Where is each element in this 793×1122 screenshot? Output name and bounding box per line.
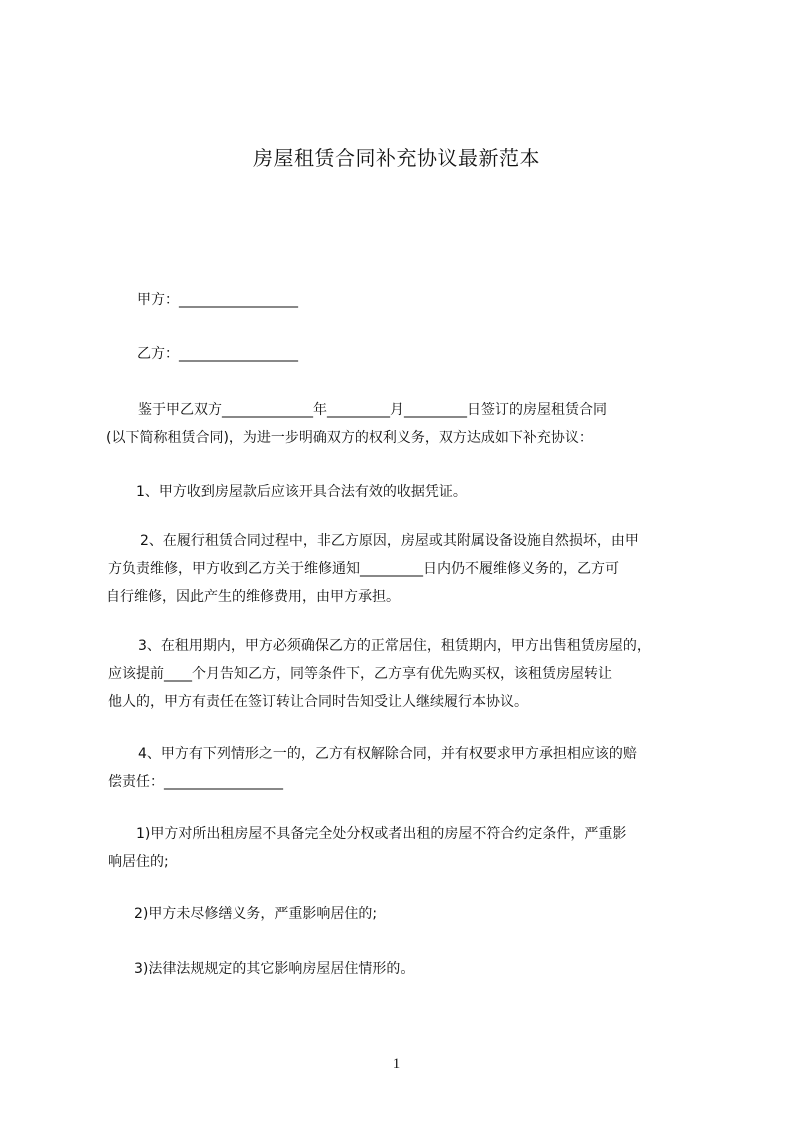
clause-3 [108,632,708,716]
clause-3-line-3: 他人的，甲方有责任在签订转让合同时告知受让人继续履行本协议。 [108,694,528,710]
sub-clause-1-line-1: 1)甲方对所出租房屋不具备完全处分权或者出租的房屋不符合约定条件，严重影 [136,826,627,842]
page-number: 1 [392,1056,401,1072]
sub-clause-3-line-1: 3)法律法规规定的其它影响房屋居住情形的。 [134,961,415,977]
clause-3-line-1: 3、在租用期内，甲方必须确保乙方的正常居住，租赁期内，甲方出售租赁房屋的， [138,638,651,654]
document-title: 房屋租赁合同补充协议最新范本 [253,146,540,170]
clause-2-line-3: 自行维修，因此产生的维修费用，由甲方承担。 [106,589,400,605]
sub-clause-3 [108,955,708,983]
intro-line-2: (以下简称租赁合同)，为进一步明确双方的权利义务，双方达成如下补充协议： [106,430,593,446]
clause-4 [108,740,708,796]
clause-4-line-2: 偿责任：_________________ [108,774,283,790]
clause-3-line-2: 应该提前____个月告知乙方，同等条件下，乙方享有优先购买权，该租赁房屋转让 [108,666,612,682]
clause-1-line-1: 1、甲方收到房屋款后应该开具合法有效的收据凭证。 [136,484,467,500]
sub-clause-2 [108,900,708,928]
intro-line-1: 鉴于甲乙双方_____________年_________月_________日签订的房屋租赁合同 [138,402,607,418]
intro-paragraph [108,396,708,452]
clause-1 [108,478,708,506]
clause-2-line-1: 2、在履行租赁合同过程中，非乙方原因，房屋或其附属设备设施自然损坏，由甲 [140,533,639,549]
clause-2-line-2: 方负责维修，甲方收到乙方关于维修通知_________日内仍不履维修义务的，乙方可 [108,561,619,577]
party-b-line: 乙方：_________________ [137,346,298,362]
clause-4-line-1: 4、甲方有下列情形之一的，乙方有权解除合同，并有权要求甲方承担相应该的赔 [138,746,637,762]
sub-clause-1-line-2: 响居住的; [108,854,169,870]
clause-2 [108,527,708,611]
sub-clause-1 [108,820,708,876]
sub-clause-2-line-1: 2)甲方未尽修缮义务，严重影响居住的; [134,906,378,922]
party-a-line: 甲方：_________________ [137,292,298,308]
